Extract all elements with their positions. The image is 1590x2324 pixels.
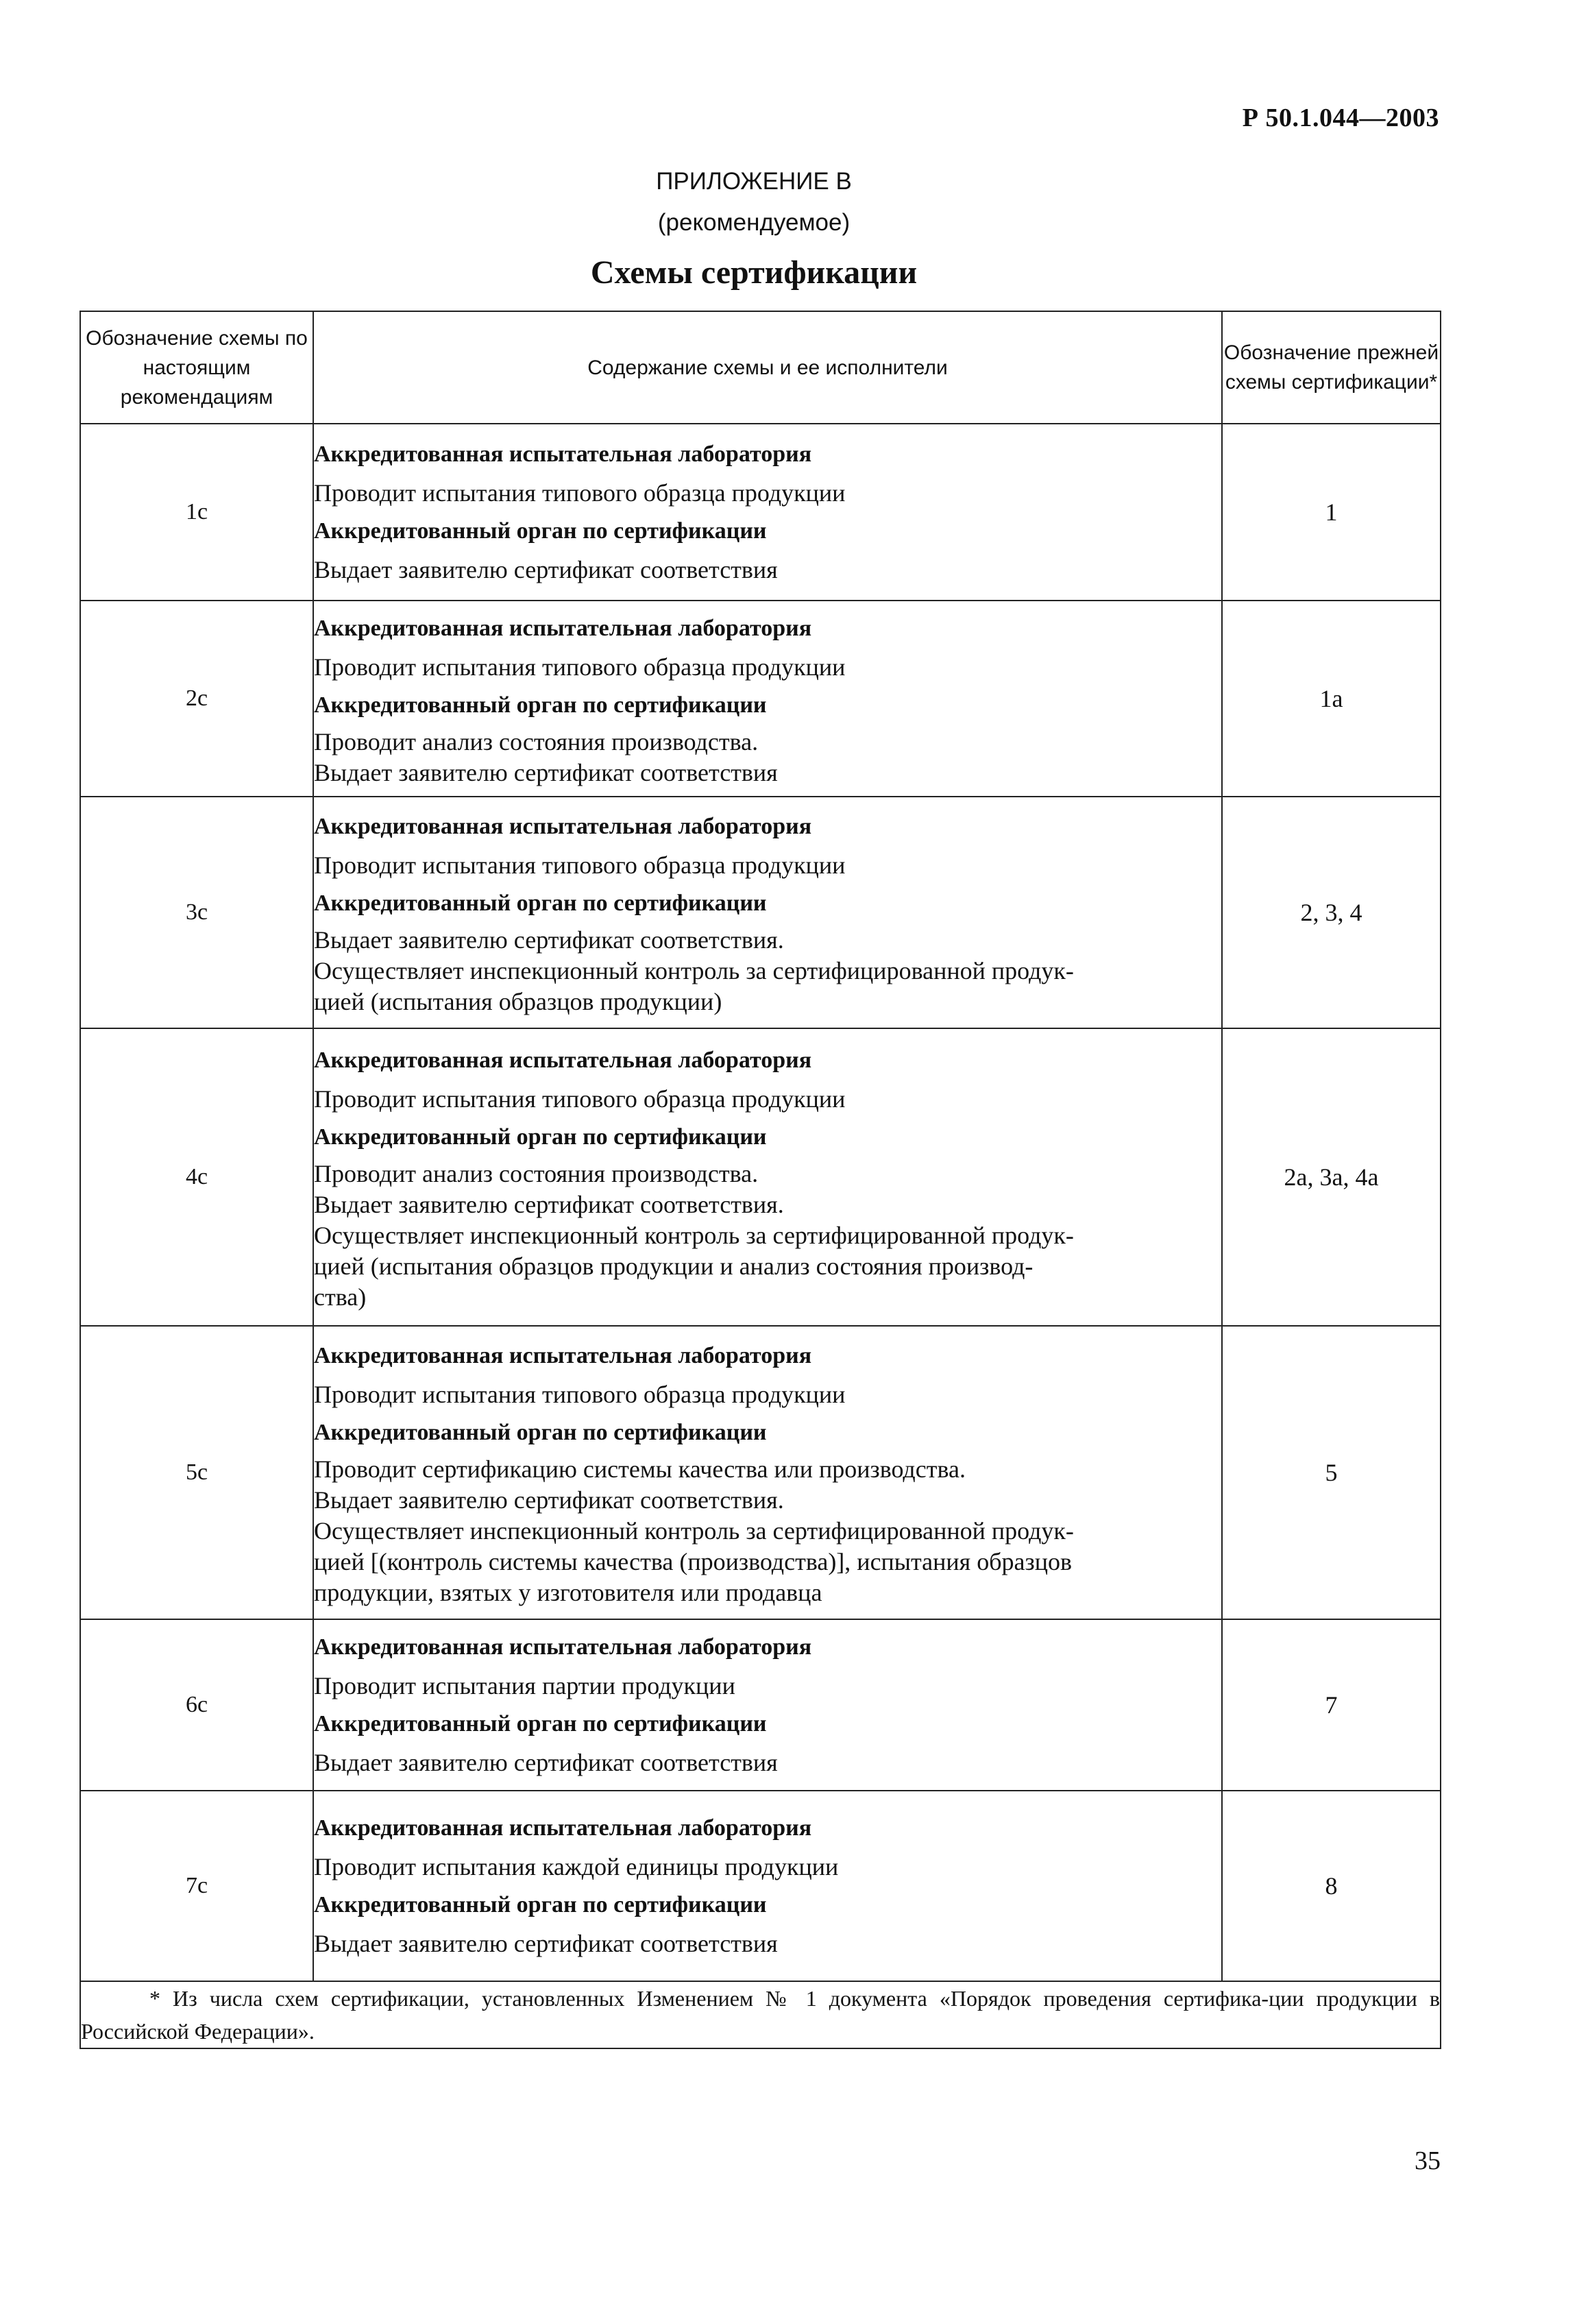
scheme-content [313, 424, 1222, 601]
lab-action: Проводит испытания типового образца продукции [314, 851, 846, 879]
lab-name: Аккредитованная испытательная лаборатория [314, 615, 812, 641]
certification-body-name: Аккредитованный орган по сертификации [314, 1420, 767, 1445]
table-row [80, 601, 1441, 797]
table-row [80, 1619, 1441, 1791]
previous-scheme-code: 1 [1222, 424, 1441, 601]
certification-body-action: Выдает заявителю сертификат соответствия [314, 1749, 778, 1776]
scheme-code: 3с [80, 797, 313, 1028]
scheme-code: 1с [80, 424, 313, 601]
header-code: Обозначение схемы по настоящим рекомендациям [80, 311, 313, 424]
certification-body-name: Аккредитованный орган по сертификации [314, 1124, 767, 1150]
table-row [80, 1791, 1441, 1981]
certification-body-action: Проводит анализ состояния производства. Выдает заявителю сертификат соответствия [314, 727, 778, 786]
lab-name: Аккредитованная испытательная лаборатория [314, 1343, 812, 1368]
scheme-code: 2с [80, 601, 313, 797]
scheme-code: 7с [80, 1791, 313, 1981]
table-body [80, 424, 1441, 1981]
table-header-row [80, 311, 1441, 424]
certification-body-name: Аккредитованный орган по сертификации [314, 692, 767, 718]
certification-body-name: Аккредитованный орган по сертификации [314, 891, 767, 916]
scheme-content [313, 797, 1222, 1028]
previous-scheme-code: 2, 3, 4 [1222, 797, 1441, 1028]
certification-body-action: Выдает заявителю сертификат соответствия [314, 1930, 778, 1957]
certification-body-action: Проводит анализ состояния производства. Выдает заявителю сертификат соответствия. Осуществляет инспекционный контроль за сертифицированной продук- цией (испытания образцов продукции и анализ состояния производ- ства) [314, 1160, 1074, 1311]
table-row [80, 1028, 1441, 1326]
table-row [80, 1326, 1441, 1619]
document-number: Р 50.1.044—2003 [1242, 104, 1439, 132]
scheme-content [313, 1791, 1222, 1981]
certification-body-action: Проводит сертификацию системы качества или производства. Выдает заявителю сертификат соответствия. Осуществляет инспекционный контроль за сертифицированной продук- цией [(контроль системы качества (производства)], испытания образцов продукции, взятых у изготовителя или продавца [314, 1455, 1074, 1606]
scheme-content [313, 1619, 1222, 1791]
previous-scheme-code: 5 [1222, 1326, 1441, 1619]
table-row [80, 797, 1441, 1028]
page-title: Схемы сертификации [590, 254, 918, 291]
certification-body-name: Аккредитованный орган по сертификации [314, 518, 767, 544]
lab-name: Аккредитованная испытательная лаборатория [314, 1634, 812, 1660]
table-row [80, 424, 1441, 601]
previous-scheme-code: 8 [1222, 1791, 1441, 1981]
previous-scheme-code: 2а, 3а, 4а [1222, 1028, 1441, 1326]
lab-action: Проводит испытания типового образца продукции [314, 1085, 846, 1113]
scheme-content [313, 601, 1222, 797]
certification-body-name: Аккредитованный орган по сертификации [314, 1711, 767, 1736]
lab-action: Проводит испытания партии продукции [314, 1672, 735, 1699]
scheme-code: 6с [80, 1619, 313, 1791]
scheme-content [313, 1326, 1222, 1619]
scheme-code: 4с [80, 1028, 313, 1326]
footnote-row [80, 1981, 1441, 2048]
page-number: 35 [1415, 2146, 1441, 2175]
certification-body-name: Аккредитованный орган по сертификации [314, 1892, 767, 1917]
certification-body-action: Выдает заявителю сертификат соответствия. Осуществляет инспекционный контроль за сертифицированной продук- цией (испытания образцов продукции) [314, 926, 1074, 1015]
scheme-content [313, 1028, 1222, 1326]
appendix-status: (рекомендуемое) [657, 209, 851, 236]
footnote-text: * Из числа схем сертификации, установленных Изменением № 1 документа «Порядок проведения сертифика-ции продукции в Российской Федерации». [81, 1986, 1440, 2044]
header-previous: Обозначение прежней схемы сертификации* [1222, 311, 1441, 424]
lab-action: Проводит испытания каждой единицы продукции [314, 1853, 839, 1880]
lab-name: Аккредитованная испытательная лаборатория [314, 814, 812, 839]
lab-name: Аккредитованная испытательная лаборатория [314, 1048, 812, 1073]
lab-name: Аккредитованная испытательная лаборатория [314, 1815, 812, 1841]
appendix-heading: ПРИЛОЖЕНИЕ В [656, 168, 852, 195]
scheme-code: 5с [80, 1326, 313, 1619]
lab-action: Проводит испытания типового образца продукции [314, 1381, 846, 1408]
certification-body-action: Выдает заявителю сертификат соответствия [314, 556, 778, 583]
lab-action: Проводит испытания типового образца продукции [314, 653, 846, 681]
footnote [80, 1981, 1441, 2048]
certification-schemes-table [80, 311, 1441, 2049]
lab-name: Аккредитованная испытательная лаборатория [314, 441, 812, 467]
previous-scheme-code: 7 [1222, 1619, 1441, 1791]
header-content: Содержание схемы и ее исполнители [313, 311, 1222, 424]
previous-scheme-code: 1а [1222, 601, 1441, 797]
lab-action: Проводит испытания типового образца продукции [314, 479, 846, 507]
